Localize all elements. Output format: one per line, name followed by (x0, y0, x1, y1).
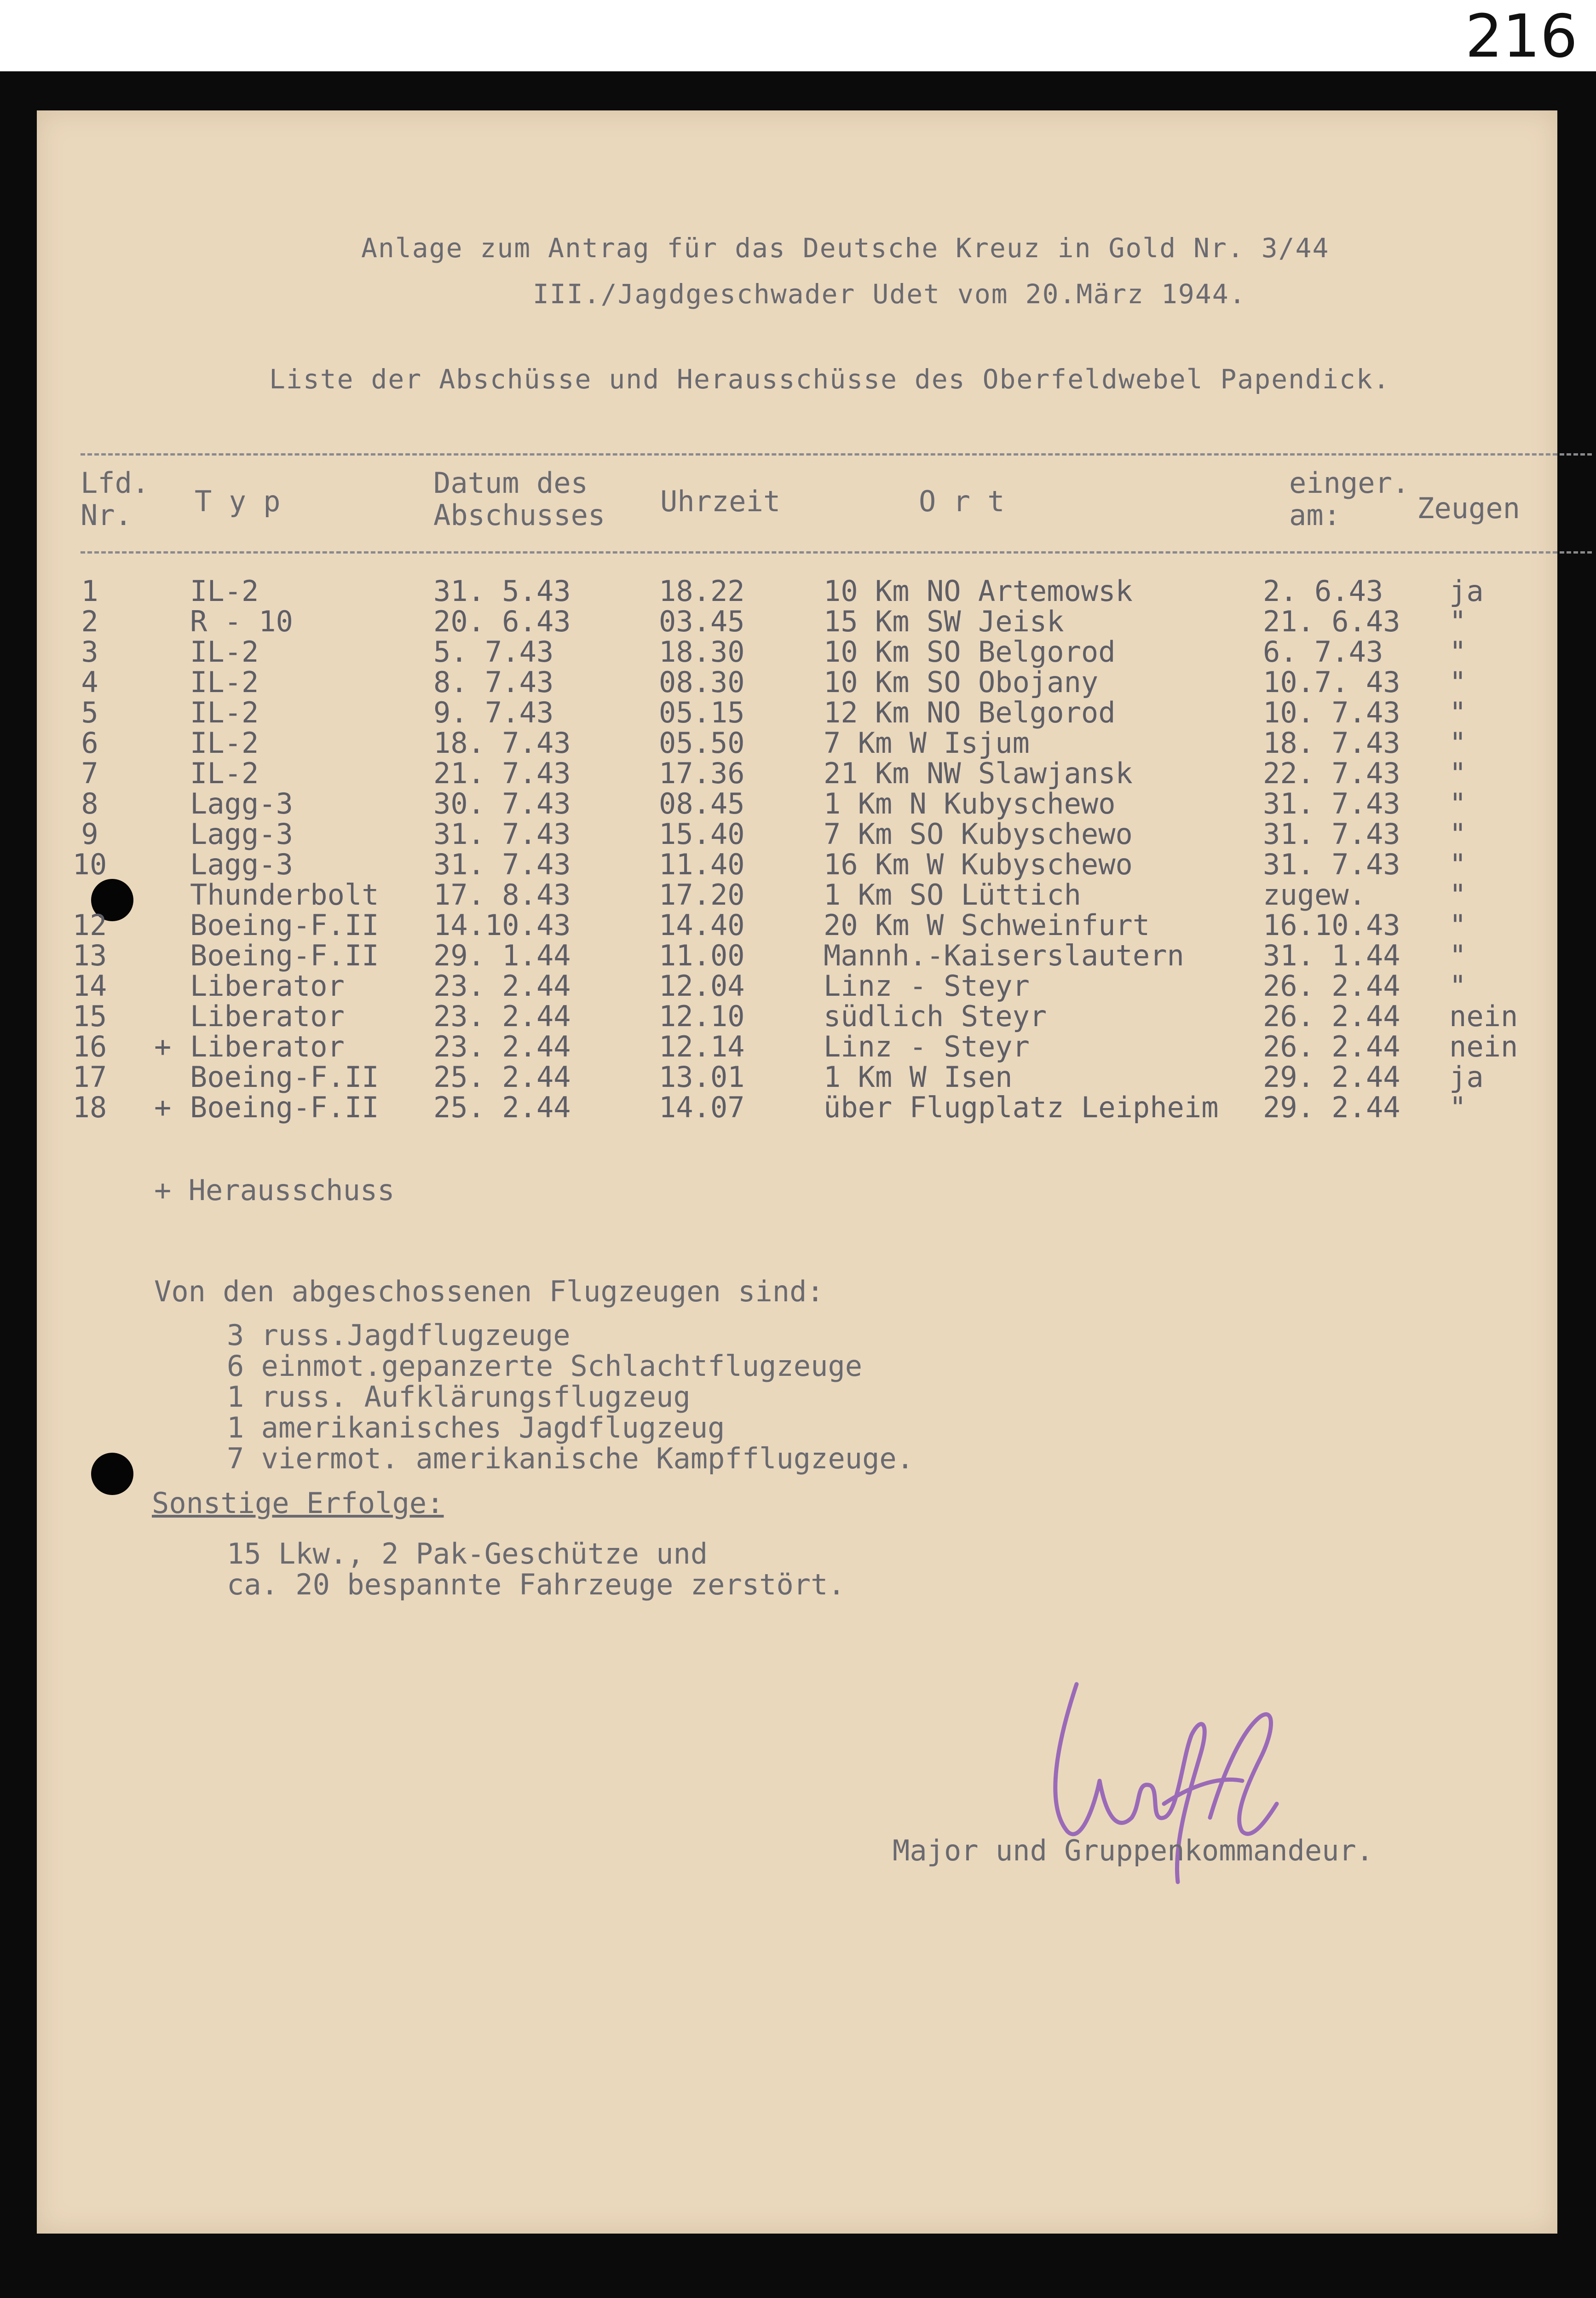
col-header-typ: T y p (195, 485, 281, 518)
summary-item: 7 viermot. amerikanische Kampfflugzeuge. (227, 1442, 914, 1475)
document-page (37, 110, 1557, 2234)
table-row: 7 IL-2 21. 7.43 17.36 21 Km NW Slawjansk 22. 7.43 " (81, 756, 1467, 790)
header-line-1: Anlage zum Antrag für das Deutsche Kreuz in Gold Nr. 3/44 (361, 232, 1330, 264)
table-header-rule (81, 551, 1592, 554)
top-bar (0, 0, 1596, 71)
other-successes-heading: Sonstige Erfolge: (152, 1486, 444, 1520)
table-row: 16 + Liberator 23. 2.44 12.14 Linz - Steyr 26. 2.44 nein (72, 1030, 1518, 1063)
other-successes-line: 15 Lkw., 2 Pak-Geschütze und (227, 1537, 708, 1570)
col-header-nr: Lfd. Nr. (81, 466, 150, 532)
table-row: 13 Boeing-F.II 29. 1.44 11.00 Mannh.-Kaiserslautern 31. 1.44 " (72, 939, 1467, 972)
legend-herausschuss: + Herausschuss (154, 1173, 395, 1207)
table-row: 17 Boeing-F.II 25. 2.44 13.01 1 Km W Isen 29. 2.44 ja (72, 1060, 1484, 1094)
table-row: 4 IL-2 8. 7.43 08.30 10 Km SO Obojany 10.7. 43 " (81, 665, 1467, 699)
table-row: Thunderbolt 17. 8.43 17.20 1 Km SO Lüttich zugew. " (190, 878, 1467, 912)
summary-intro: Von den abgeschossenen Flugzeugen sind: (154, 1275, 824, 1308)
table-row: 1 IL-2 31. 5.43 18.22 10 Km NO Artemowsk 2. 6.43 ja (81, 574, 1484, 608)
signature-title: Major und Gruppenkommandeur. (893, 1834, 1374, 1867)
table-row: 2 R - 10 20. 6.43 03.45 15 Km SW Jeisk 21. 6.43 " (81, 605, 1467, 638)
page-number: 216 (1465, 2, 1578, 71)
col-header-eingereicht: einger. am: (1289, 466, 1410, 532)
table-row: 14 Liberator 23. 2.44 12.04 Linz - Steyr 26. 2.44 " (72, 969, 1467, 1003)
handwritten-signature (1026, 1666, 1320, 1905)
summary-item: 6 einmot.gepanzerte Schlachtflugzeuge (227, 1349, 863, 1383)
punch-hole-bottom (91, 1453, 133, 1495)
table-row: 6 IL-2 18. 7.43 05.50 7 Km W Isjum 18. 7.43 " (81, 726, 1467, 760)
table-row: 3 IL-2 5. 7.43 18.30 10 Km SO Belgorod 6. 7.43 " (81, 635, 1467, 669)
col-header-zeugen: Zeugen (1417, 491, 1520, 525)
table-row: 8 Lagg-3 30. 7.43 08.45 1 Km N Kubyschewo 31. 7.43 " (81, 787, 1467, 820)
table-row: 15 Liberator 23. 2.44 12.10 südlich Steyr 26. 2.44 nein (72, 999, 1518, 1033)
table-row: 10 Lagg-3 31. 7.43 11.40 16 Km W Kubyschewo 31. 7.43 " (72, 848, 1467, 881)
header-line-2: III./Jagdgeschwader Udet vom 20.März 1944. (533, 278, 1246, 310)
header-line-3: Liste der Abschüsse und Herausschüsse des Oberfeldwebel Papendick. (269, 364, 1390, 395)
other-successes-line: ca. 20 bespannte Fahrzeuge zerstört. (227, 1568, 845, 1601)
col-header-ort: O r t (919, 485, 1005, 518)
table-row: 18 + Boeing-F.II 25. 2.44 14.07 über Flugplatz Leipheim 29. 2.44 " (72, 1091, 1467, 1124)
table-row: 9 Lagg-3 31. 7.43 15.40 7 Km SO Kubyschewo 31. 7.43 " (81, 817, 1467, 851)
table-row: 5 IL-2 9. 7.43 05.15 12 Km NO Belgorod 10. 7.43 " (81, 696, 1467, 729)
summary-item: 3 russ.Jagdflugzeuge (227, 1318, 570, 1352)
col-header-datum: Datum des Abschusses (433, 466, 605, 532)
table-top-rule (81, 453, 1592, 456)
col-header-uhrzeit: Uhrzeit (660, 485, 781, 518)
summary-item: 1 russ. Aufklärungsflugzeug (227, 1380, 691, 1414)
table-row: 12 Boeing-F.II 14.10.43 14.40 20 Km W Schweinfurt 16.10.43 " (72, 908, 1467, 942)
summary-item: 1 amerikanisches Jagdflugzeug (227, 1411, 725, 1444)
